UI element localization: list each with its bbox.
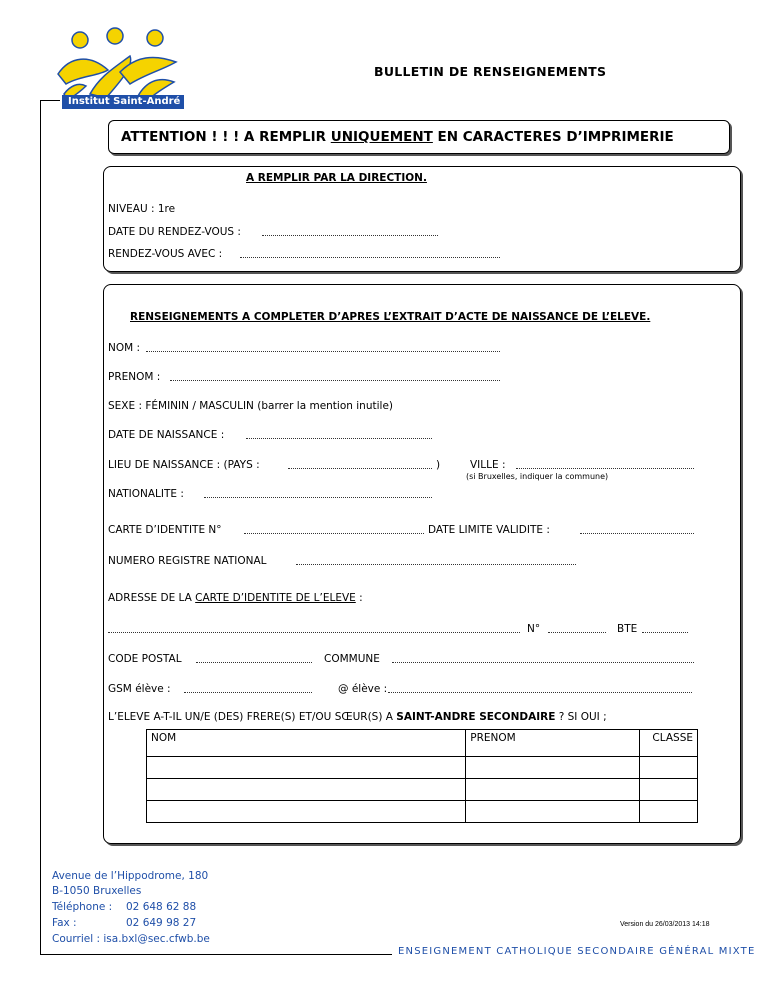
nationalite-field[interactable] (204, 497, 432, 498)
tel-value: 02 648 62 88 (126, 901, 197, 913)
fratrie-school: SAINT-ANDRE SECONDAIRE (396, 711, 556, 723)
carte-id-label: CARTE D’IDENTITE N° (108, 524, 222, 536)
fax-value: 02 649 98 27 (126, 917, 197, 929)
attention-text-1: ATTENTION ! ! ! A REMPLIR (121, 129, 331, 145)
table-cell-nom[interactable] (147, 757, 466, 779)
ville-field[interactable] (516, 468, 694, 469)
code-postal-label: CODE POSTAL (108, 653, 182, 665)
lieu-close-paren: ) (436, 459, 441, 471)
fax-label: Fax : (52, 917, 77, 929)
date-rdv-label: DATE DU RENDEZ-VOUS : (108, 226, 241, 238)
niveau-label: NIVEAU : 1re (108, 203, 176, 215)
siblings-table (146, 729, 698, 823)
nom-field[interactable] (146, 351, 500, 352)
bte-field[interactable] (642, 632, 688, 633)
nationalite-label: NATIONALITE : (108, 488, 184, 500)
document-title: BULLETIN DE RENSEIGNEMENTS (374, 64, 607, 79)
numero-field[interactable] (548, 632, 606, 633)
prenom-label: PRENOM : (108, 371, 161, 383)
student-header: RENSEIGNEMENTS A COMPLETER D’APRES L’EXTRAIT D’ACTE DE NAISSANCE DE L’ELEVE. (130, 311, 651, 323)
email-address: Courriel : isa.bxl@sec.cfwb.be (52, 933, 210, 945)
address-line-2: B-1050 Bruxelles (52, 885, 142, 897)
table-cell-classe[interactable] (640, 779, 698, 801)
frame-left-line (40, 100, 41, 955)
table-header-row (147, 730, 698, 757)
attention-text-3: EN CARACTERES D’IMPRIMERIE (432, 129, 674, 145)
table-header-classe: CLASSE (640, 730, 698, 757)
registre-field[interactable] (296, 564, 576, 565)
commune-label: COMMUNE (324, 653, 380, 665)
adresse-prefix: ADRESSE DE LA (108, 592, 196, 604)
table-row (147, 779, 698, 801)
table-header-nom: NOM (147, 730, 466, 757)
prenom-field[interactable] (170, 380, 500, 381)
registre-label: NUMERO REGISTRE NATIONAL (108, 555, 267, 567)
table-cell-prenom[interactable] (466, 757, 640, 779)
table-cell-classe[interactable] (640, 801, 698, 823)
footer-text: ENSEIGNEMENT CATHOLIQUE SECONDAIRE GÉNÉRAL MIXTE (398, 946, 756, 957)
table-cell-nom[interactable] (147, 801, 466, 823)
table-cell-nom[interactable] (147, 779, 466, 801)
direction-header: A REMPLIR PAR LA DIRECTION. (246, 172, 427, 184)
fratrie-prefix: L’ELEVE A-T-IL UN/E (DES) FRERE(S) ET/OU SŒUR(S) A (108, 711, 397, 723)
date-naissance-label: DATE DE NAISSANCE : (108, 429, 225, 441)
sexe-label: SEXE : FÉMININ / MASCULIN (barrer la mention inutile) (108, 400, 393, 412)
code-postal-field[interactable] (196, 662, 312, 663)
bte-label: BTE (617, 623, 638, 635)
attention-banner (108, 120, 730, 154)
adresse-label (108, 592, 363, 604)
email-field[interactable] (388, 692, 692, 693)
adresse-rue-field[interactable] (108, 632, 520, 633)
attention-text-2: UNIQUEMENT (330, 129, 433, 145)
ville-note: (si Bruxelles, indiquer la commune) (466, 472, 609, 481)
carte-id-field[interactable] (244, 533, 424, 534)
numero-label: N° (527, 623, 541, 635)
date-rdv-field[interactable] (262, 235, 438, 236)
date-validite-field[interactable] (580, 533, 694, 534)
table-cell-prenom[interactable] (466, 779, 640, 801)
rdv-avec-field[interactable] (240, 257, 500, 258)
ville-label: VILLE : (470, 459, 506, 471)
address-line-1: Avenue de l’Hippodrome, 180 (52, 870, 209, 882)
nom-label: NOM : (108, 342, 141, 354)
table-row (147, 757, 698, 779)
commune-field[interactable] (392, 662, 694, 663)
logo-band: Institut Saint-André (62, 95, 184, 109)
table-cell-prenom[interactable] (466, 801, 640, 823)
version-stamp: Version du 26/03/2013 14:18 (620, 921, 710, 928)
email-label: @ élève : (338, 683, 388, 695)
table-cell-classe[interactable] (640, 757, 698, 779)
rdv-avec-label: RENDEZ-VOUS AVEC : (108, 248, 223, 260)
pays-field[interactable] (288, 468, 432, 469)
fratrie-question (108, 711, 607, 723)
gsm-field[interactable] (184, 692, 312, 693)
fratrie-suffix: ? SI OUI ; (555, 711, 607, 723)
table-header-prenom: PRENOM (466, 730, 640, 757)
gsm-label: GSM élève : (108, 683, 171, 695)
date-validite-label: DATE LIMITE VALIDITE : (428, 524, 550, 536)
frame-bottom-line (40, 954, 392, 955)
adresse-underlined: CARTE D’IDENTITE DE L’ELEVE (195, 592, 356, 604)
table-row (147, 801, 698, 823)
date-naissance-field[interactable] (246, 438, 432, 439)
adresse-suffix: : (355, 592, 363, 604)
lieu-naissance-label: LIEU DE NAISSANCE : (PAYS : (108, 459, 260, 471)
tel-label: Téléphone : (52, 901, 113, 913)
